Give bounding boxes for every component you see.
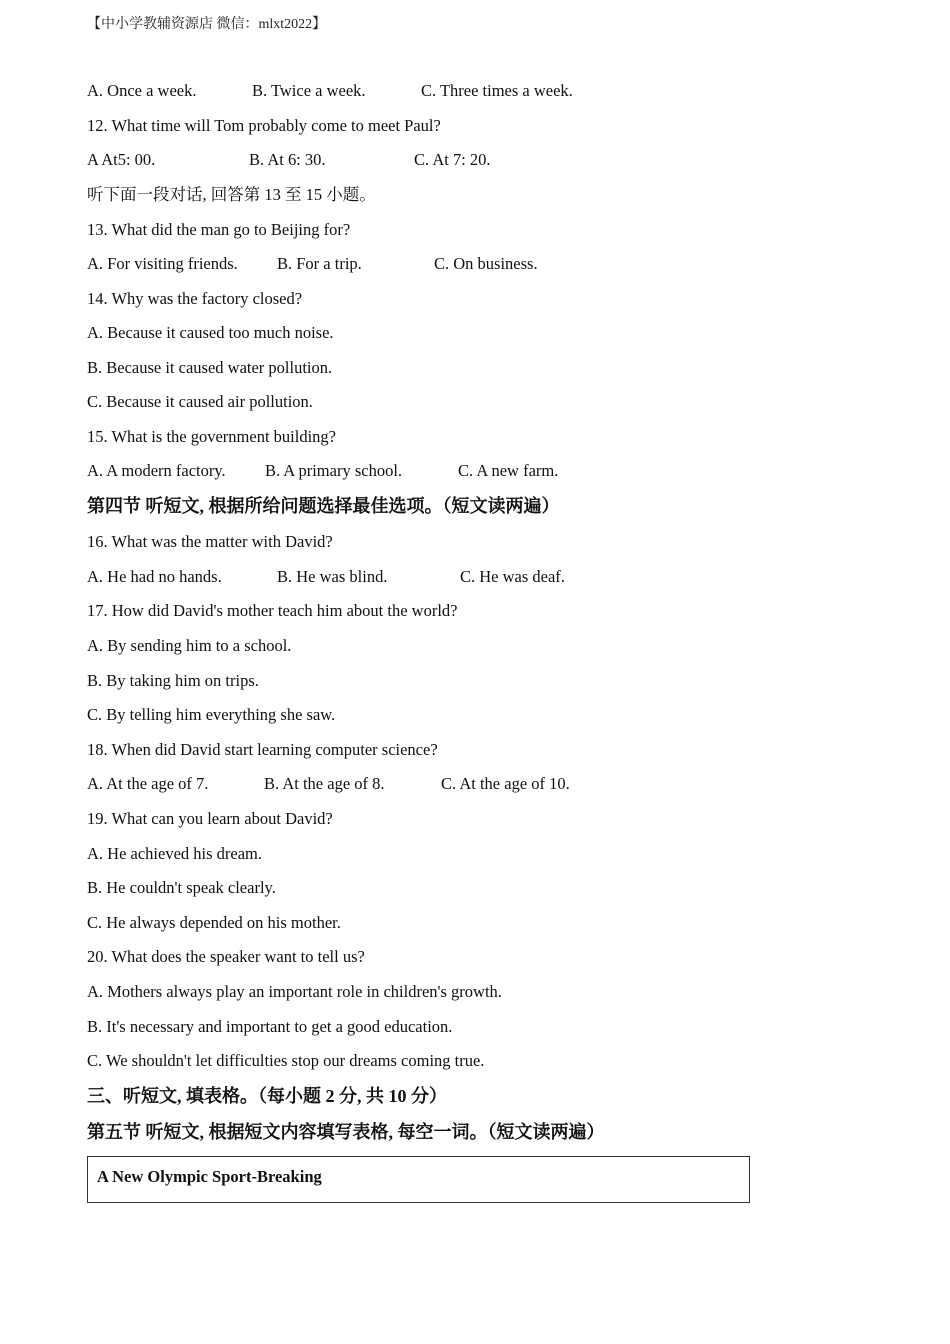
q15-question: 15. What is the government building? [87, 427, 336, 446]
q19-option-b: B. He couldn't speak clearly. [87, 878, 276, 897]
q20-option-c: C. We shouldn't let difficulties stop our dreams coming true. [87, 1051, 485, 1070]
q18-option-b: B. At the age of 8. [264, 774, 385, 793]
q18-option-c: C. At the age of 10. [441, 774, 570, 793]
q11-option-b: B. Twice a week. [252, 81, 366, 100]
q13-option-b: B. For a trip. [277, 254, 362, 273]
part-3-title: 三、听短文, 填表格。（每小题 2 分, 共 10 分） [87, 1086, 447, 1106]
q20-option-b: B. It's necessary and important to get a good education. [87, 1017, 453, 1036]
section-5-title: 第五节 听短文, 根据短文内容填写表格, 每空一词。（短文读两遍） [87, 1122, 605, 1142]
instruction-13-15: 听下面一段对话, 回答第 13 至 15 小题。 [87, 185, 376, 204]
q17-option-c: C. By telling him everything she saw. [87, 705, 336, 724]
q13-option-a: A. For visiting friends. [87, 254, 238, 273]
q17-option-a: A. By sending him to a school. [87, 636, 292, 655]
q16-option-a: A. He had no hands. [87, 567, 222, 586]
q18-question: 18. When did David start learning computer science? [87, 740, 438, 759]
page-header-watermark: 【中小学教辅资源店 微信：mlxt2022】 [87, 17, 327, 32]
fill-in-table [87, 1156, 750, 1203]
q14-option-b: B. Because it caused water pollution. [87, 358, 333, 377]
q17-option-b: B. By taking him on trips. [87, 671, 259, 690]
section-4-title: 第四节 听短文, 根据所给问题选择最佳选项。（短文读两遍） [87, 496, 560, 516]
q14-option-a: A. Because it caused too much noise. [87, 323, 334, 342]
q16-option-b: B. He was blind. [277, 567, 388, 586]
q15-option-b: B. A primary school. [265, 461, 403, 480]
q16-option-c: C. He was deaf. [460, 567, 565, 586]
q11-option-a: A. Once a week. [87, 81, 197, 100]
q13-option-c: C. On business. [434, 254, 538, 273]
q19-option-a: A. He achieved his dream. [87, 844, 263, 863]
q12-option-c: C. At 7: 20. [414, 150, 491, 169]
q12-option-b: B. At 6: 30. [249, 150, 326, 169]
q20-question: 20. What does the speaker want to tell us? [87, 947, 365, 966]
q12-question: 12. What time will Tom probably come to meet Paul? [87, 116, 441, 135]
q19-question: 19. What can you learn about David? [87, 809, 333, 828]
q15-option-c: C. A new farm. [458, 461, 559, 480]
q16-question: 16. What was the matter with David? [87, 532, 333, 551]
q13-question: 13. What did the man go to Beijing for? [87, 220, 351, 239]
q15-option-a: A. A modern factory. [87, 461, 226, 480]
q17-question: 17. How did David's mother teach him about the world? [87, 601, 458, 620]
q12-option-a: A At5: 00. [87, 150, 156, 169]
q14-question: 14. Why was the factory closed? [87, 289, 303, 308]
q18-option-a: A. At the age of 7. [87, 774, 209, 793]
q19-option-c: C. He always depended on his mother. [87, 913, 341, 932]
q14-option-c: C. Because it caused air pollution. [87, 392, 313, 411]
q20-option-a: A. Mothers always play an important role in children's growth. [87, 982, 502, 1001]
table-title: A New Olympic Sport-Breaking [97, 1167, 322, 1186]
q11-option-c: C. Three times a week. [421, 81, 573, 100]
